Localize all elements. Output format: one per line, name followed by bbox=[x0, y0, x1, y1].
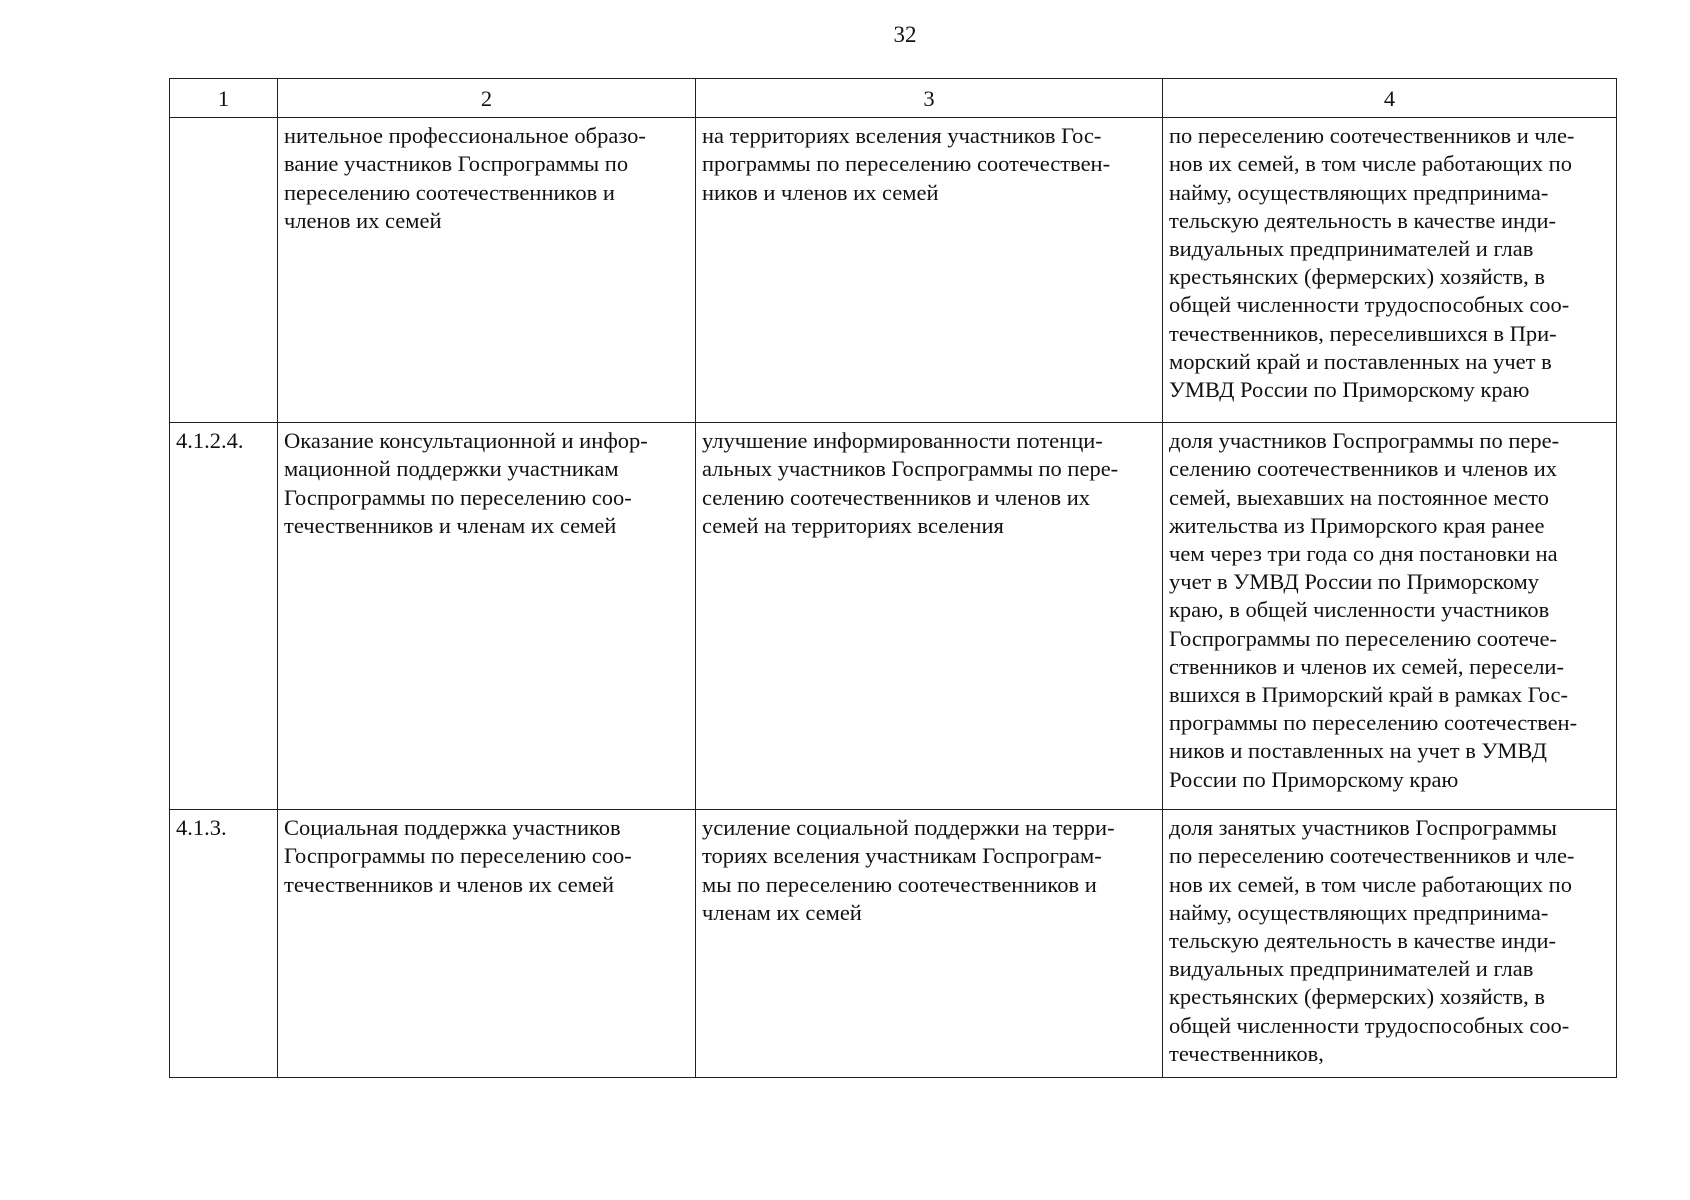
measure-name-cell: Оказание консультационной и инфор- мационной поддержки участникам Госпрограммы по переселению соо- течественников и членам их семей bbox=[278, 423, 696, 810]
indicator-cell: по переселению соотечественников и чле- нов их семей, в том числе работающих по найму, осуществляющих предпринима- тельскую деятельность в качестве инди- видуальных предпринимателей и глав крестьянских (фермерских) хозяйств, в общей численности трудоспособных соо- течественников, переселившихся в При- морский край и поставленных на учет в УМВД России по Приморскому краю bbox=[1163, 118, 1617, 423]
expected-result-cell: усиление социальной поддержки на терри- ториях вселения участникам Госпрограм- мы по переселению соотечественников и членам их семей bbox=[696, 810, 1163, 1078]
page-number: 32 bbox=[893, 22, 917, 47]
row-number: 4.1.2.4. bbox=[170, 423, 278, 810]
expected-result-cell: на территориях вселения участников Гос- программы по переселению соотечествен- ников и членов их семей bbox=[696, 118, 1163, 423]
row-number: 4.1.3. bbox=[170, 810, 278, 1078]
measure-name-cell: Социальная поддержка участников Госпрограммы по переселению соо- течественников и членов их семей bbox=[278, 810, 696, 1078]
measure-name-cell: нительное профессиональное образо- вание участников Госпрограммы по переселению соотечественников и членов их семей bbox=[278, 118, 696, 423]
indicator-cell: доля участников Госпрограммы по пере- селению соотечественников и членов их семей, выехавших на постоянное место жительства из Приморского края ранее чем через три года со дня постановки на учет в УМВД России по Приморскому краю, в общей численности участников Госпрограммы по переселению соотече- ственников и членов их семей, пересели- вшихся в Приморский край в рамках Гос- программы по переселению соотечествен- ников и поставленных на учет в УМВД России по Приморскому краю bbox=[1163, 423, 1617, 810]
indicator-cell: доля занятых участников Госпрограммы по переселению соотечественников и чле- нов их семей, в том числе работающих по найму, осуществляющих предпринима- тельскую деятельность в качестве инди- видуальных предпринимателей и глав крестьянских (фермерских) хозяйств, в общей численности трудоспособных соо- течественников, bbox=[1163, 810, 1617, 1078]
expected-result-cell: улучшение информированности потенци- альных участников Госпрограммы по пере- селению соотечественников и членов их семей на территориях вселения bbox=[696, 423, 1163, 810]
table-row bbox=[170, 118, 1617, 423]
column-header-2: 2 bbox=[278, 79, 696, 118]
program-measures-table bbox=[169, 78, 1617, 1078]
row-number bbox=[170, 118, 278, 423]
table-row bbox=[170, 423, 1617, 810]
column-header-3: 3 bbox=[696, 79, 1163, 118]
column-header-1: 1 bbox=[170, 79, 278, 118]
table-header-row bbox=[170, 79, 1617, 118]
column-header-4: 4 bbox=[1163, 79, 1617, 118]
table-row bbox=[170, 810, 1617, 1078]
